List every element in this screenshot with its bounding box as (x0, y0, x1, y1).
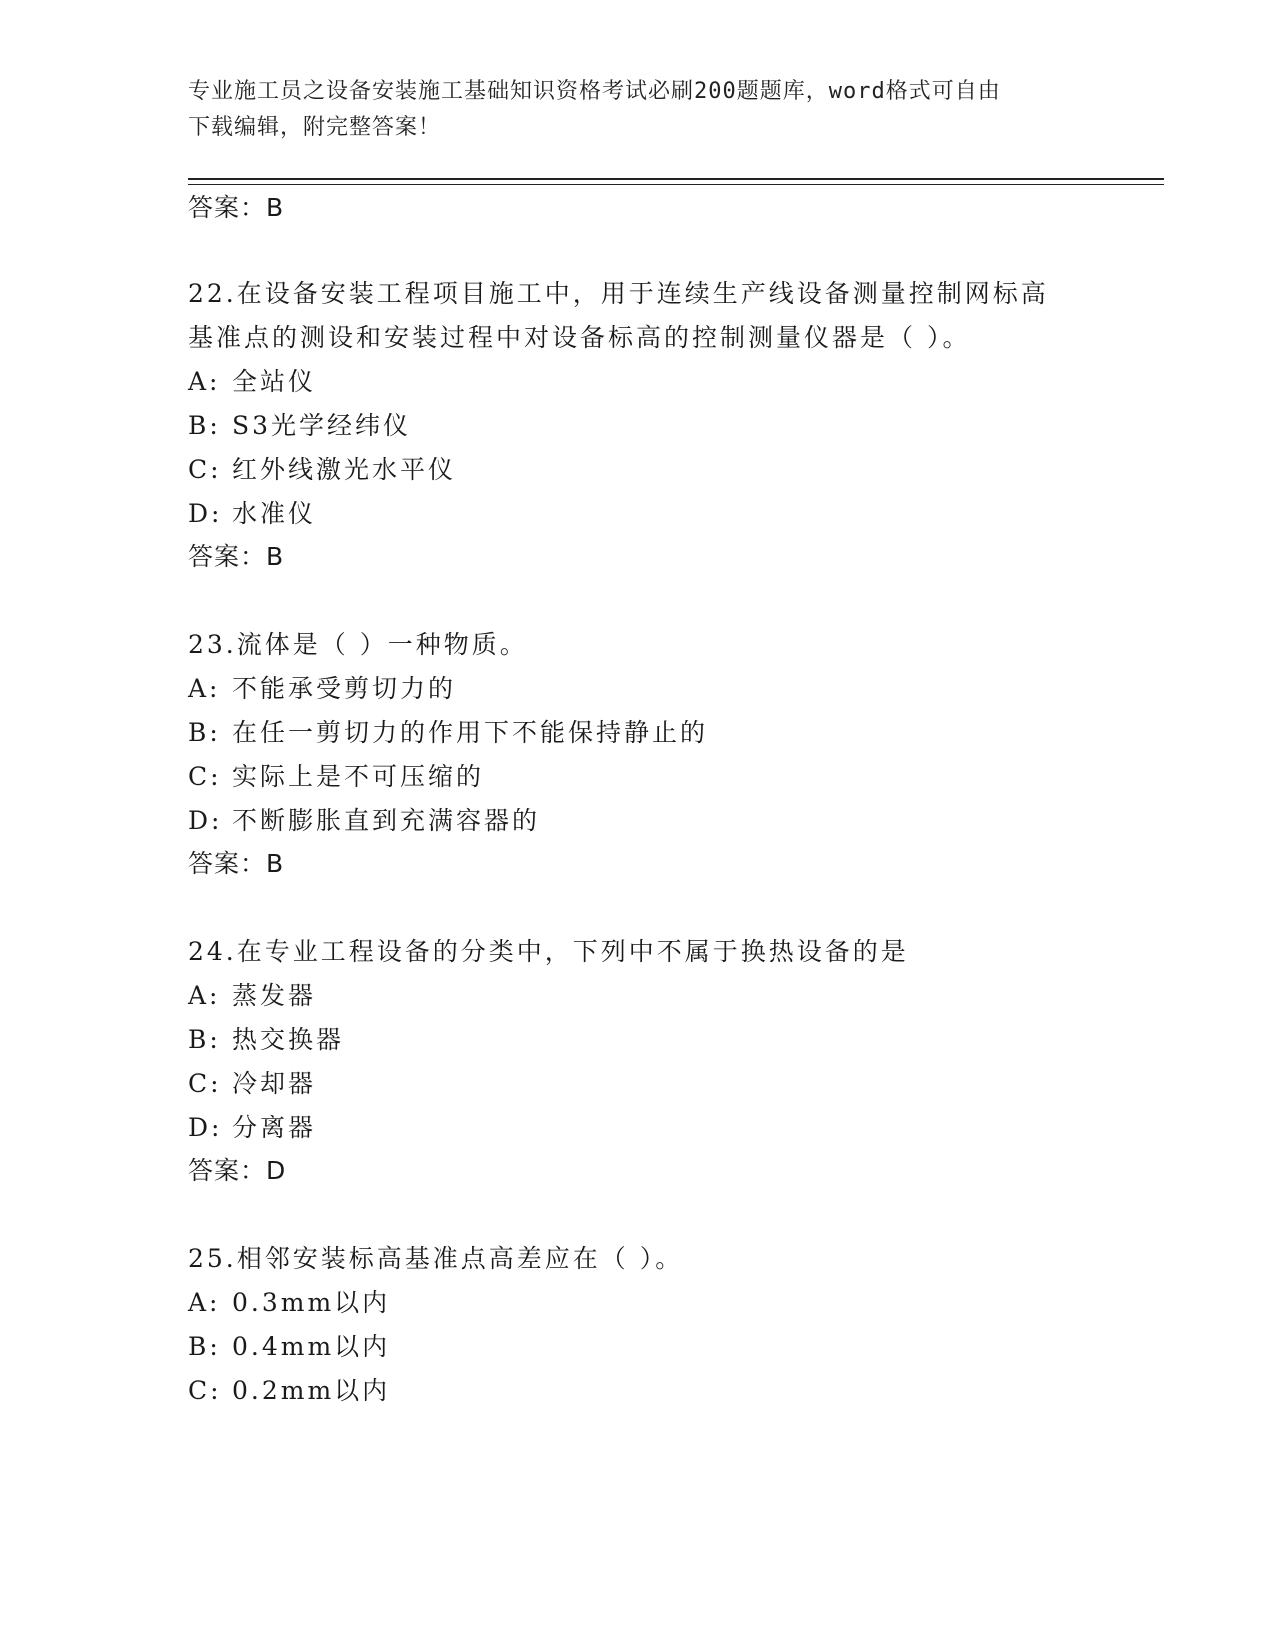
option-text: 红外线激光水平仪 (232, 455, 457, 484)
option-text: 全站仪 (232, 367, 317, 396)
option-letter: C: (188, 455, 222, 484)
option-text: 分离器 (232, 1113, 317, 1142)
question-25-option-c (188, 1374, 390, 1408)
option-letter: A: (188, 674, 221, 703)
option-text: 在任一剪切力的作用下不能保持静止的 (232, 718, 709, 747)
question-23-option-d (188, 804, 540, 838)
question-24-answer: 答案：D (188, 1156, 287, 1185)
question-22-option-c (188, 453, 456, 487)
question-23-stem: 23.流体是（ ）一种物质。 (188, 630, 528, 659)
header-rule-thick (188, 178, 1164, 180)
option-text: 蒸发器 (232, 981, 317, 1010)
option-text: 实际上是不可压缩的 (232, 762, 485, 791)
previous-answer: 答案：B (188, 193, 285, 222)
option-text: 不能承受剪切力的 (232, 674, 457, 703)
document-header (188, 74, 1088, 146)
option-letter: D: (188, 806, 223, 835)
question-22-stem-line-2: 基准点的测设和安装过程中对设备标高的控制测量仪器是（ ）。 (188, 323, 971, 352)
question-22-answer: 答案：B (188, 542, 285, 571)
option-letter: D: (188, 499, 223, 528)
question-22-stem-line-1: 22.在设备安装工程项目施工中，用于连续生产线设备测量控制网标高 (188, 279, 1049, 308)
option-text: 0.3mm以内 (232, 1288, 391, 1317)
option-text: 水准仪 (232, 499, 317, 528)
question-24-option-c (188, 1067, 316, 1101)
question-23-answer: 答案：B (188, 849, 285, 878)
question-25-stem: 25.相邻安装标高基准点高差应在（ ）。 (188, 1244, 684, 1273)
question-23-option-a (188, 672, 456, 706)
option-text: 0.4mm以内 (232, 1332, 391, 1361)
header-line-1: 专业施工员之设备安装施工基础知识资格考试必刷200题题库，word格式可自由 (188, 79, 1001, 104)
question-25-option-b (188, 1330, 390, 1364)
option-text: S3光学经纬仪 (232, 411, 412, 440)
option-letter: A: (188, 981, 221, 1010)
option-letter: B: (188, 1332, 221, 1361)
option-letter: B: (188, 411, 221, 440)
header-line-2: 下载编辑，附完整答案！ (188, 115, 442, 140)
option-letter: B: (188, 718, 221, 747)
question-24-option-b (188, 1023, 344, 1057)
question-22-option-b (188, 409, 411, 443)
header-rule-thin (188, 184, 1164, 185)
option-letter: C: (188, 1376, 222, 1405)
option-letter: C: (188, 1069, 222, 1098)
option-letter: A: (188, 367, 221, 396)
option-text: 冷却器 (232, 1069, 317, 1098)
option-letter: C: (188, 762, 222, 791)
question-24-stem: 24.在专业工程设备的分类中，下列中不属于换热设备的是 (188, 937, 909, 966)
option-letter: B: (188, 1025, 221, 1054)
option-letter: D: (188, 1113, 223, 1142)
question-24-option-d (188, 1111, 316, 1145)
question-24-option-a (188, 979, 316, 1013)
question-25-option-a (188, 1286, 390, 1320)
option-letter: A: (188, 1288, 221, 1317)
option-text: 不断膨胀直到充满容器的 (232, 806, 541, 835)
option-text: 热交换器 (232, 1025, 345, 1054)
question-23-option-b (188, 716, 708, 750)
question-23-option-c (188, 760, 484, 794)
question-22-option-a (188, 365, 316, 399)
question-22-option-d (188, 497, 316, 531)
option-text: 0.2mm以内 (232, 1376, 391, 1405)
